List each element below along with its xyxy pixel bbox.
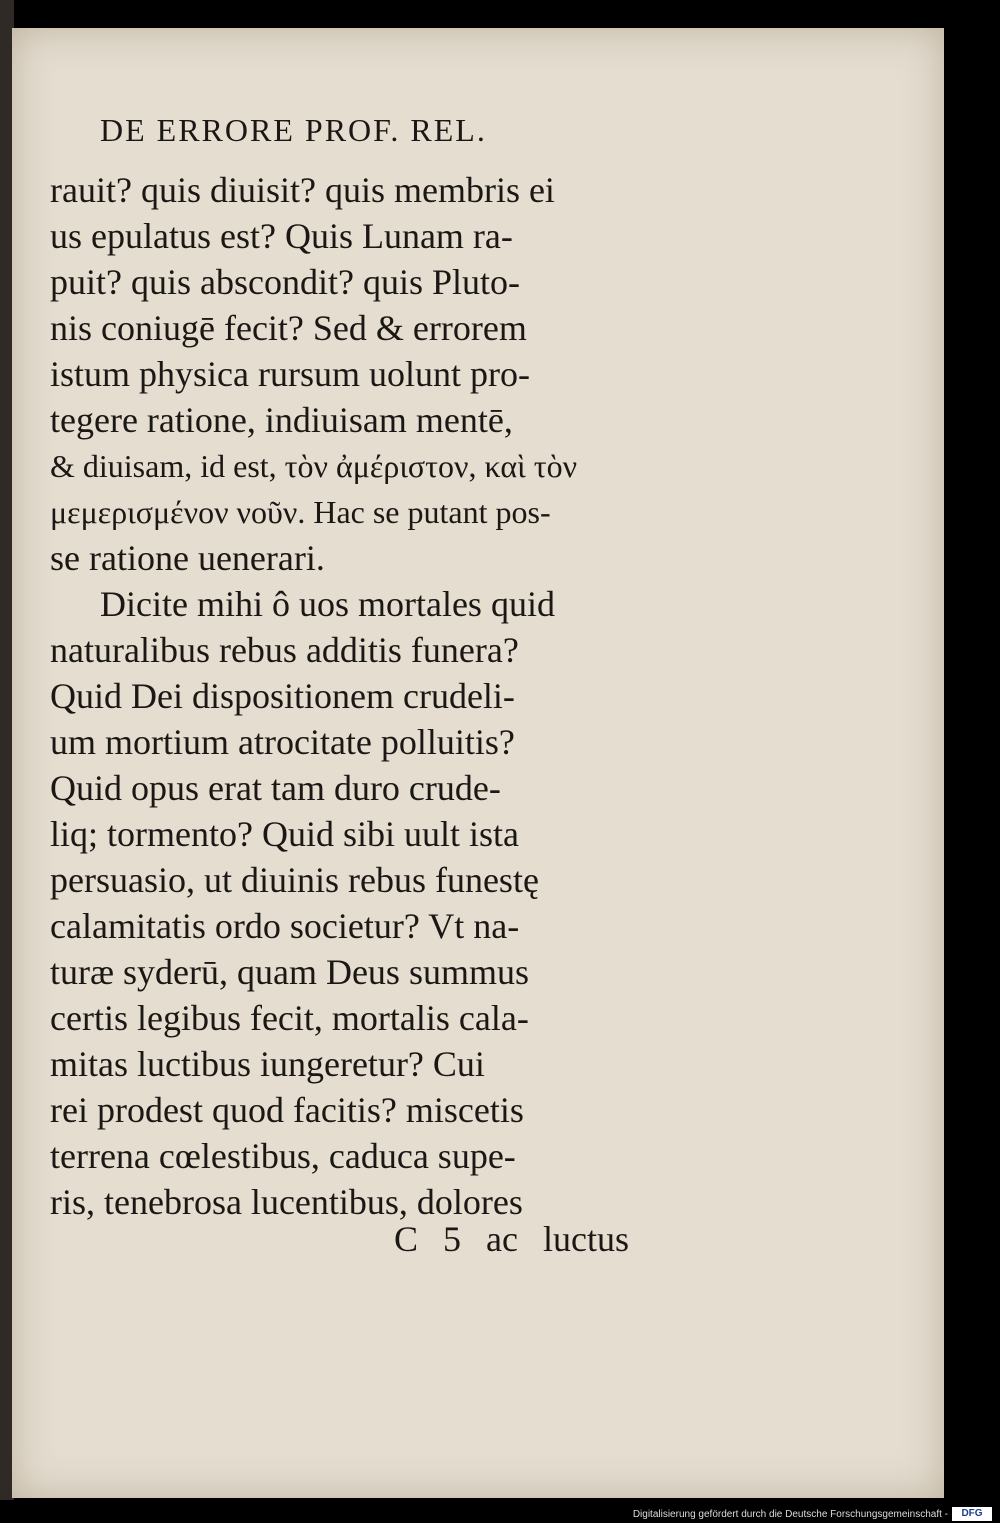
text-line: ris, tenebrosa lucentibus, dolores bbox=[50, 1182, 523, 1222]
text-line: μεμερισμένον νοῦν. Hac se putant pos- bbox=[50, 494, 551, 530]
text-line: se ratione uenerari. bbox=[50, 538, 325, 578]
text-line: persuasio, ut diuinis rebus funestę bbox=[50, 860, 539, 900]
text-line: Quid opus erat tam duro crude- bbox=[50, 768, 501, 808]
signature-mark: C 5 bbox=[394, 1219, 462, 1259]
text-line: us epulatus est? Quis Lunam ra- bbox=[50, 216, 513, 256]
text-line: Quid Dei dispositionem crudeli- bbox=[50, 676, 515, 716]
text-line: puit? quis abscondit? quis Pluto- bbox=[50, 262, 520, 302]
text-line: mitas luctibus iungeretur? Cui bbox=[50, 1044, 485, 1084]
text-line: turæ syderū, quam Deus summus bbox=[50, 952, 529, 992]
text-line: rei prodest quod facitis? miscetis bbox=[50, 1090, 524, 1130]
text-line: tegere ratione, indiuisam mentē, bbox=[50, 400, 513, 440]
text-line: liq; tormento? Quid sibi uult ista bbox=[50, 814, 519, 854]
text-line: um mortium atrocitate polluitis? bbox=[50, 722, 515, 762]
catchword: ac luctus bbox=[486, 1219, 629, 1259]
text-line: Dicite mihi ô uos mortales quid bbox=[100, 584, 555, 624]
digitization-credit: Digitalisierung gefördert durch die Deutsche Forschungsgemeinschaft - bbox=[632, 1509, 948, 1520]
dfg-logo: DFG bbox=[952, 1507, 992, 1521]
text-line: terrena cœlestibus, caduca supe- bbox=[50, 1136, 516, 1176]
text-line: nis coniugē fecit? Sed & errorem bbox=[50, 308, 527, 348]
text-line: & diuisam, id est, τὸν ἀμέριστον, καὶ τὸν bbox=[50, 448, 578, 484]
text-line: rauit? quis diuisit? quis membris ei bbox=[50, 170, 555, 210]
text-line: istum physica rursum uolunt pro- bbox=[50, 354, 530, 394]
text-line: certis legibus fecit, mortalis cala- bbox=[50, 998, 529, 1038]
text-line: naturalibus rebus additis funera? bbox=[50, 630, 519, 670]
page-footer bbox=[394, 1218, 629, 1260]
running-head: DE ERRORE PROF. REL. bbox=[100, 112, 487, 148]
text-line: calamitatis ordo societur? Vt na- bbox=[50, 906, 520, 946]
